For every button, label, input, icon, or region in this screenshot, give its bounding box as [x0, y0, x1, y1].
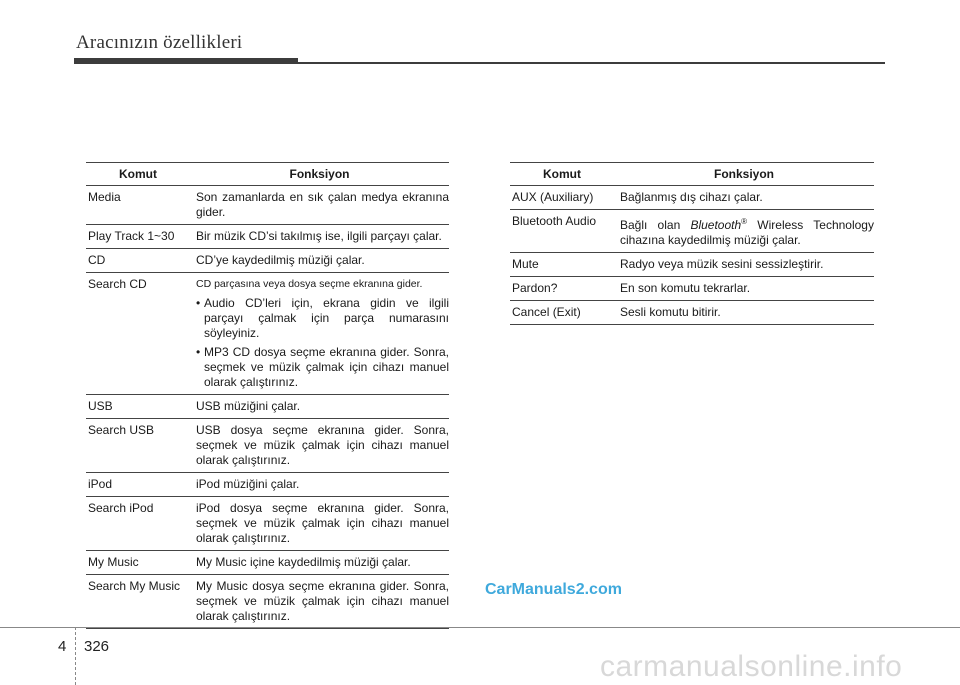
command-cell: CD	[86, 249, 190, 273]
table-row	[86, 473, 449, 497]
table-row	[510, 210, 874, 253]
command-cell: USB	[86, 395, 190, 419]
table-row	[86, 186, 449, 225]
header-rule-thick	[74, 58, 298, 64]
column-header-function: Fonksiyon	[614, 163, 874, 186]
command-cell: Play Track 1~30	[86, 225, 190, 249]
table-row	[510, 301, 874, 325]
section-title: Aracınızın özellikleri	[76, 32, 243, 53]
footer-divider	[75, 627, 77, 685]
function-cell: CD’ye kaydedilmiş müziği çalar.	[190, 249, 449, 273]
watermark-link[interactable]: CarManuals2.com	[485, 581, 622, 598]
page-number: 326	[84, 638, 110, 655]
function-cell: Sesli komutu bitirir.	[614, 301, 874, 325]
bullet-text: Audio CD’leri için, ekrana gidin ve ilgili parçayı çalmak için parça numarasını söyleyiniz.	[204, 296, 449, 340]
function-cell	[614, 210, 874, 253]
table-row	[86, 249, 449, 273]
function-cell: Bağlanmış dış cihazı çalar.	[614, 186, 874, 210]
table-row	[86, 575, 449, 629]
function-cell: Bir müzik CD’si takılmış ise, ilgili parçayı çalar.	[190, 225, 449, 249]
command-cell: Cancel (Exit)	[510, 301, 614, 325]
bullet-icon: •	[196, 345, 201, 359]
function-text: CD parçasına veya dosya seçme ekranına gider.	[196, 278, 423, 290]
bluetooth-brand-text: Bluetooth	[690, 218, 742, 232]
command-cell: Search USB	[86, 419, 190, 473]
table-row	[86, 497, 449, 551]
command-cell: Media	[86, 186, 190, 225]
voice-command-table-left	[86, 162, 449, 629]
column-header-function: Fonksiyon	[190, 163, 449, 186]
site-watermark: carmanualsonline.info	[600, 650, 903, 683]
table-row	[510, 253, 874, 277]
function-cell: My Music içine kaydedilmiş müziği çalar.	[190, 551, 449, 575]
voice-command-table-right	[510, 162, 874, 325]
function-cell: USB müziğini çalar.	[190, 395, 449, 419]
table-row	[86, 273, 449, 395]
bullet-item	[196, 296, 449, 341]
table-row	[510, 186, 874, 210]
header-rule-thin	[298, 62, 885, 64]
registered-mark: ®	[741, 217, 748, 226]
function-cell: Radyo veya müzik sesini sessizleştirir.	[614, 253, 874, 277]
function-cell: iPod dosya seçme ekranına gider. Sonra, seçmek ve müzik çalmak için cihazı manuel olarak çalıştırınız.	[190, 497, 449, 551]
function-cell: Son zamanlarda en sık çalan medya ekranına gider.	[190, 186, 449, 225]
function-text: Wireless Technology cihazına kaydedilmiş müziği çalar.	[620, 218, 874, 247]
chapter-number: 4	[58, 638, 67, 655]
function-cell: iPod müziğini çalar.	[190, 473, 449, 497]
command-cell: Search iPod	[86, 497, 190, 551]
bullet-icon: •	[196, 296, 201, 310]
table-row	[86, 395, 449, 419]
table-row	[510, 277, 874, 301]
table-row	[86, 419, 449, 473]
command-cell: AUX (Auxiliary)	[510, 186, 614, 210]
column-header-command: Komut	[86, 163, 190, 186]
command-cell: Bluetooth Audio	[510, 210, 614, 253]
command-cell: Search CD	[86, 273, 190, 395]
command-cell: My Music	[86, 551, 190, 575]
function-cell	[190, 273, 449, 395]
bullet-item	[196, 345, 449, 390]
table-row	[86, 551, 449, 575]
command-cell: iPod	[86, 473, 190, 497]
column-header-command: Komut	[510, 163, 614, 186]
function-cell: En son komutu tekrarlar.	[614, 277, 874, 301]
bullet-text: MP3 CD dosya seçme ekranına gider. Sonra, seçmek ve müzik çalmak için cihazı manuel olarak çalıştırınız.	[204, 345, 449, 389]
function-cell: My Music dosya seçme ekranına gider. Sonra, seçmek ve müzik çalmak için cihazı manuel olarak çalıştırınız.	[190, 575, 449, 629]
function-text: Bağlı olan	[620, 218, 691, 232]
command-cell: Mute	[510, 253, 614, 277]
function-cell: USB dosya seçme ekranına gider. Sonra, seçmek ve müzik çalmak için cihazı manuel olarak çalıştırınız.	[190, 419, 449, 473]
command-cell: Search My Music	[86, 575, 190, 629]
table-row	[86, 225, 449, 249]
command-cell: Pardon?	[510, 277, 614, 301]
footer-rule	[0, 627, 960, 628]
